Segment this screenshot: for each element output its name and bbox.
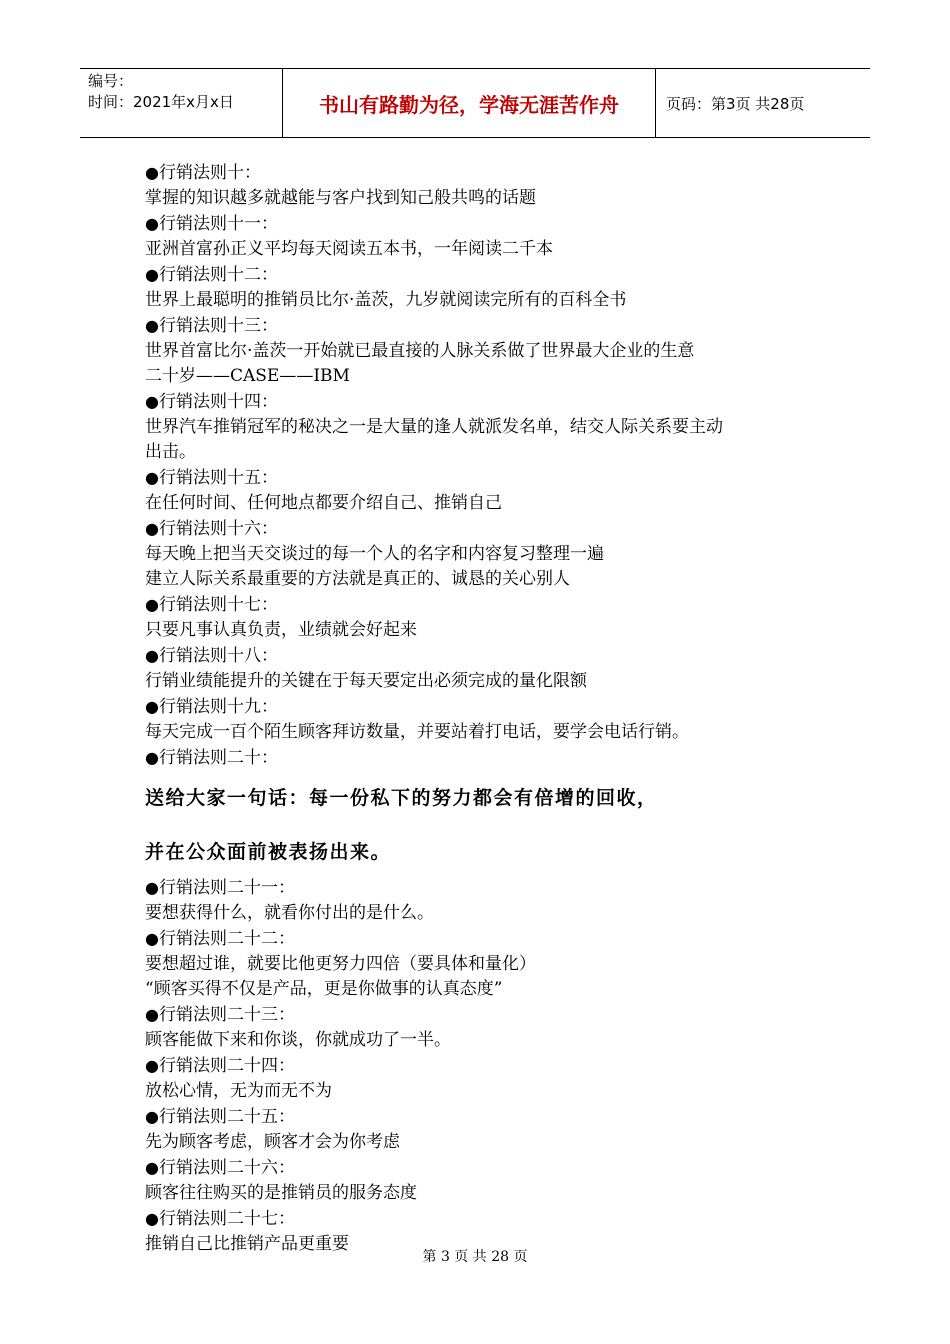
rule-text: 亚洲首富孙正义平均每天阅读五本书，一年阅读二千本 [145, 239, 553, 259]
rule-text: 在任何时间、任何地点都要介绍自己、推销自己 [145, 493, 502, 513]
rule-text: 掌握的知识越多就越能与客户找到知己般共鸣的话题 [145, 188, 536, 208]
rule-heading: ● 行销法则十五： [145, 465, 845, 491]
rule-heading: ● 行销法则二十一： [145, 875, 845, 901]
header-motto: 书山有路勤为径，学海无涯苦作舟 [319, 92, 619, 117]
rule-text: 要想获得什么，就看你付出的是什么。 [145, 903, 434, 923]
page-footer [0, 1246, 950, 1266]
rule-text: 推销自己比推销产品更重要 [145, 1234, 349, 1254]
rule-heading: ● 行销法则二十七： [145, 1206, 845, 1232]
rule-heading: ● 行销法则十二： [145, 262, 845, 288]
rule-text: 每天完成一百个陌生顾客拜访数量，并要站着打电话，要学会电话行销。 [145, 722, 689, 742]
rule-text: “顾客买得不仅是产品，更是你做事的认真态度” [145, 979, 503, 999]
rule-heading: ● 行销法则十三： [145, 313, 845, 339]
rule-text: 建立人际关系最重要的方法就是真正的、诚恳的关心别人 [145, 569, 570, 589]
rule-heading: ● 行销法则二十： [145, 745, 845, 771]
rule-text: 顾客能做下来和你谈，你就成功了一半。 [145, 1030, 451, 1050]
rule-heading: ● 行销法则二十五： [145, 1104, 845, 1130]
footer-page-number: 第 3 页 共 28 页 [422, 1249, 528, 1265]
rules-section-1 [145, 160, 845, 771]
rules-section-2 [145, 875, 845, 1257]
page-header [80, 68, 870, 138]
rule-text: 只要凡事认真负责，业绩就会好起来 [145, 620, 417, 640]
rule-heading: ● 行销法则十七： [145, 592, 845, 618]
rule-text: 放松心情，无为而无不为 [145, 1081, 332, 1101]
document-body [145, 160, 845, 1257]
rule-text: 世界汽车推销冠军的秘决之一是大量的逢人就派发名单，结交人际关系要主动 [145, 417, 723, 437]
rule-text: 要想超过谁，就要比他更努力四倍（要具体和量化） [145, 954, 536, 974]
rule-text: 出击。 [145, 442, 196, 462]
rule-text: 世界上最聪明的推销员比尔·盖茨，九岁就阅读完所有的百科全书 [145, 290, 627, 310]
rule-heading: ● 行销法则二十二： [145, 926, 845, 952]
rule-text: 世界首富比尔·盖茨一开始就已最直接的人脉关系做了世界最大企业的生意 [145, 341, 695, 361]
rule-heading: ● 行销法则十： [145, 160, 845, 186]
highlight-quote-line-2: 并在公众面前被表扬出来。 [145, 841, 392, 863]
rule-heading: ● 行销法则十九： [145, 694, 845, 720]
document-date: 时间：2021年x月x日 [88, 93, 234, 111]
rule-heading: ● 行销法则二十四： [145, 1053, 845, 1079]
rule-heading: ● 行销法则十一： [145, 211, 845, 237]
rule-text: 行销业绩能提升的关键在于每天要定出必须完成的量化限额 [145, 671, 587, 691]
header-page-cell [656, 69, 870, 137]
rule-text: 二十岁——CASE——IBM [145, 366, 350, 386]
rule-text: 先为顾客考虑，顾客才会为你考虑 [145, 1132, 400, 1152]
document-number-label: 编号： [88, 72, 134, 90]
rule-text: 顾客往往购买的是推销员的服务态度 [145, 1183, 417, 1203]
rule-heading: ● 行销法则十八： [145, 643, 845, 669]
highlight-quote-line-1: 送给大家一句话：每一份私下的努力都会有倍增的回收， [145, 787, 658, 809]
rule-heading: ● 行销法则十六： [145, 516, 845, 542]
rule-heading: ● 行销法则十四： [145, 389, 845, 415]
header-meta [80, 69, 282, 137]
rule-heading: ● 行销法则二十三： [145, 1002, 845, 1028]
rule-heading: ● 行销法则二十六： [145, 1155, 845, 1181]
rule-text: 每天晚上把当天交谈过的每一个人的名字和内容复习整理一遍 [145, 544, 604, 564]
header-page-number: 页码：第3页 共28页 [666, 94, 805, 113]
header-motto-cell [282, 69, 656, 137]
